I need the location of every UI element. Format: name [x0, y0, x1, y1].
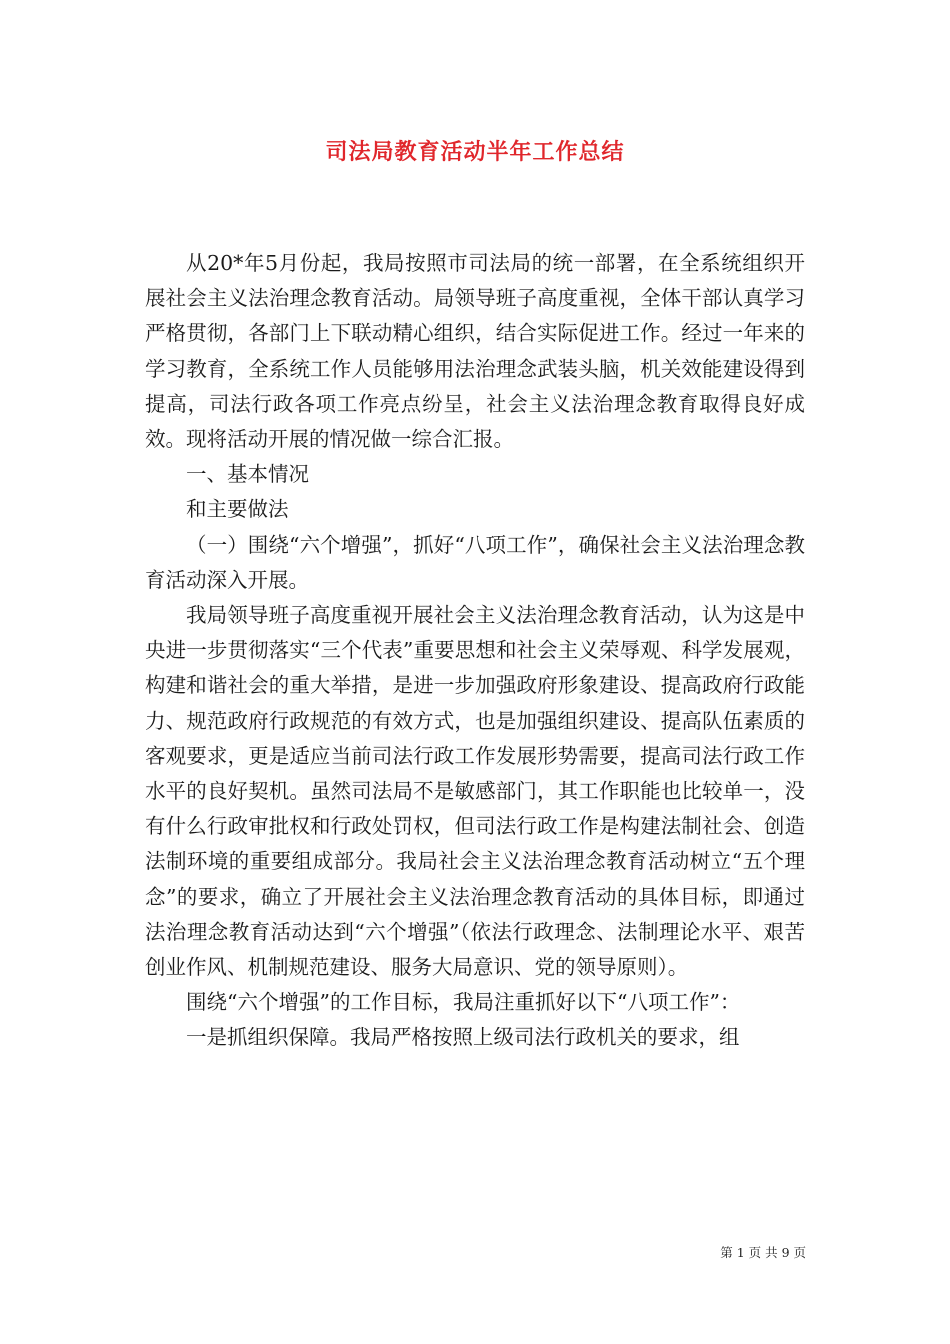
- paragraph-eight-tasks: 围绕“六个增强”的工作目标，我局注重抓好以下“八项工作”：: [186, 990, 741, 1015]
- document-body: [145, 246, 805, 1056]
- paragraph-organization: 一是抓组织保障。我局严格按照上级司法行政机关的要求，组: [186, 1025, 740, 1050]
- paragraph-intro: 从20*年5月份起，我局按照市司法局的统一部署，在全系统组织开展社会主义法治理念教育活动。局领导班子高度重视，全体干部认真学习严格贯彻，各部门上下联动精心组织，结合实际促进工作。经过一年来的学习教育，全系统工作人员能够用法治理念武装头脑，机关效能建设得到提高，司法行政各项工作亮点纷呈，社会主义法治理念教育取得良好成效。现将活动开展的情况做一综合汇报。: [145, 251, 805, 452]
- section-heading-basic: 一、基本情况: [186, 462, 309, 487]
- subsection-heading-one: （一）围绕“六个增强”，抓好“八项工作”，确保社会主义法治理念教育活动深入开展。: [145, 532, 805, 592]
- document-title: 司法局教育活动半年工作总结: [325, 139, 625, 165]
- paragraph-leadership: 我局领导班子高度重视开展社会主义法治理念教育活动，认为这是中央进一步贯彻落实“三个代表”重要思想和社会主义荣辱观、科学发展观，构建和谐社会的重大举措，是进一步加强政府形象建设、提高政府行政能力、规范政府行政规范的有效方式，也是加强组织建设、提高队伍素质的客观要求，更是适应当前司法行政工作发展形势需要，提高司法行政工作水平的良好契机。虽然司法局不是敏感部门，其工作职能也比较单一，没有什么行政审批权和行政处罚权，但司法行政工作是构建法制社会、创造法制环境的重要组成部分。我局社会主义法治理念教育活动树立“五个理念”的要求，确立了开展社会主义法治理念教育活动的具体目标，即通过法治理念教育活动达到“六个增强”（依法行政理念、法制理论水平、艰苦创业作风、机制规范建设、服务大局意识、党的领导原则）。: [145, 603, 805, 980]
- page-number: 第 1 页 共 9 页: [720, 1245, 806, 1260]
- section-heading-methods: 和主要做法: [186, 497, 289, 522]
